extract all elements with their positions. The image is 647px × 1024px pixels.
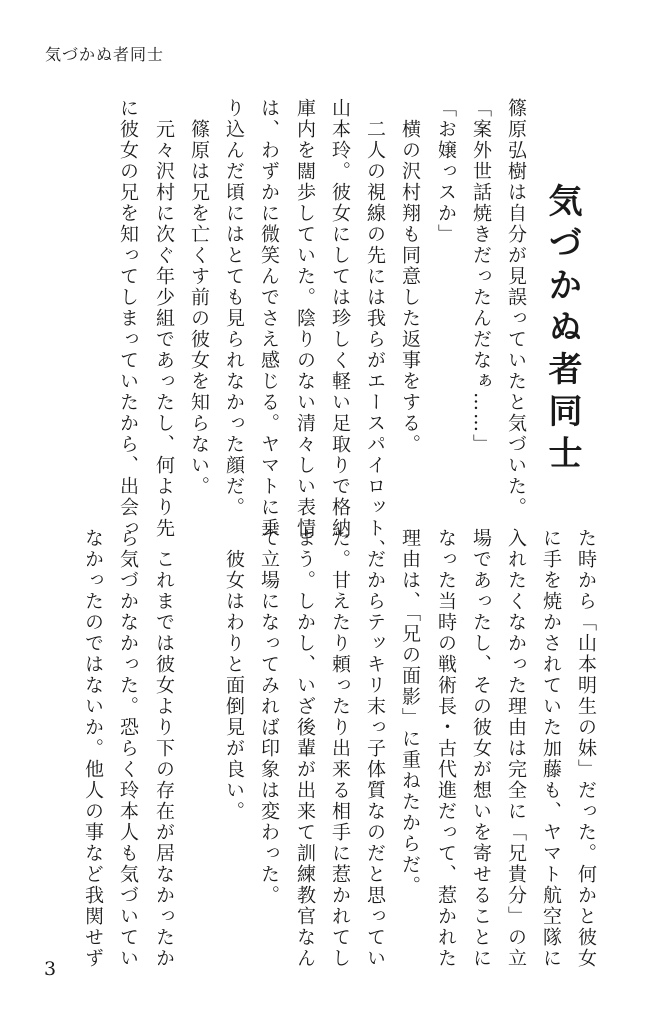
chapter-title: 気づかぬ者同士	[542, 183, 582, 477]
text-column: は、わずかに微笑んでさえ感じる。ヤマトに乗	[258, 98, 280, 539]
text-column: まう。しかし、いざ後輩が出来て訓練教官なん	[294, 528, 316, 969]
text-column: なかったのではないか。他人の事など我関せず	[82, 528, 104, 969]
text-column: ら気づかなかった。恐らく玲本人も気づいてい	[117, 528, 139, 969]
text-column: 山本玲。彼女にしては珍しく軽い足取りで格納	[329, 98, 351, 539]
text-column: り込んだ頃にはとても見られなかった顔だ。	[223, 98, 245, 518]
running-head-title: 気づかぬ者同士	[45, 45, 165, 64]
text-column: 「お嬢っスか」	[435, 98, 457, 245]
text-column: 横の沢村翔も同意した返事をする。	[399, 98, 421, 455]
text-column: 篠原は兄を亡くす前の彼女を知らない。	[188, 98, 210, 497]
text-column: なった当時の戦術長・古代進だって、惹かれた	[435, 528, 457, 969]
text-column: 篠原弘樹は自分が見誤っていたと気づいた。	[505, 98, 527, 518]
text-column: だからテッキリ末っ子体質なのだと思ってい	[364, 528, 386, 969]
text-column: 二人の視線の先には我らがエースパイロット、	[364, 98, 386, 560]
page-number: 3	[44, 958, 57, 980]
text-column: に彼女の兄を知ってしまっていたから、出会っ	[117, 98, 139, 539]
text-column: に手を焼かされていた加藤も、ヤマト航空隊に	[540, 528, 562, 969]
text-column: 入れたくなかった理由は完全に「兄貴分」の立	[505, 528, 527, 969]
text-column: これまでは彼女より下の存在が居なかったか	[153, 528, 175, 969]
text-column: 庫内を闊歩していた。陰りのない清々しい表情	[294, 98, 316, 539]
text-column: 場であったし、その彼女が想いを寄せることに	[470, 528, 492, 969]
text-column: 理由は、「兄の面影」に重ねたからだ。	[399, 528, 421, 897]
text-column: 彼女はわりと面倒見が良い。	[223, 528, 245, 822]
text-column: た。甘えたり頼ったり出来る相手に惹かれてし	[329, 528, 351, 969]
text-column: 元々沢村に次ぐ年少組であったし、何より先	[153, 98, 175, 539]
text-column: て立場になってみれば印象は変わった。	[258, 528, 280, 906]
text-column: 「案外世話焼きだったんだなぁ……」	[470, 98, 492, 455]
text-column: た時から「山本明生の妹」だった。何かと彼女	[575, 528, 597, 969]
